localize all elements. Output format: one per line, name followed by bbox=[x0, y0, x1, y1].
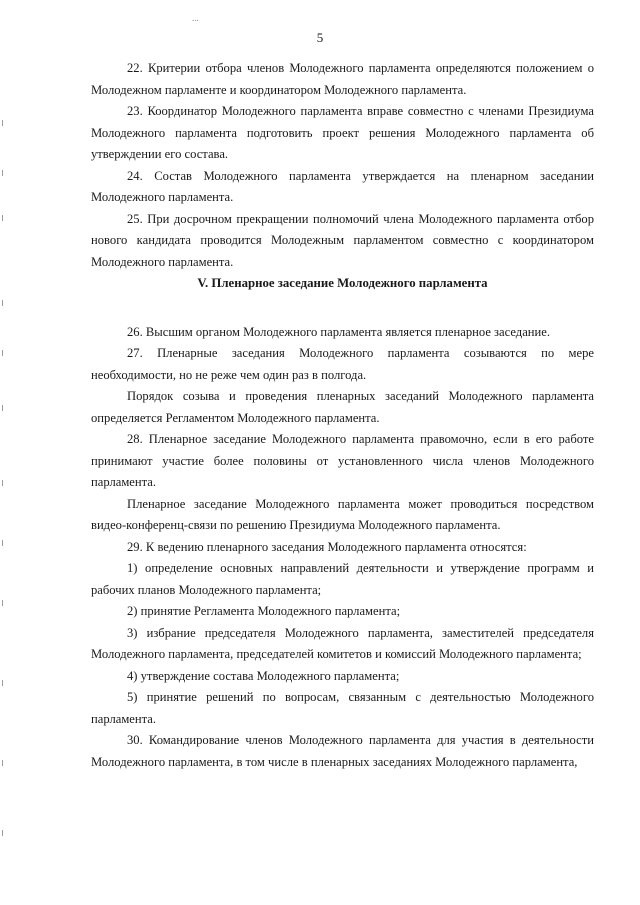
scan-edge-marks bbox=[0, 0, 8, 905]
paragraph-30: 30. Командирование членов Молодежного парламента для участия в деятельности Молодежного парламента, в том числе в пленарных заседаниях Молодежного парламента, bbox=[91, 733, 594, 769]
scan-artifact-marks: ... bbox=[192, 13, 199, 23]
paragraph-29: 29. К ведению пленарного заседания Молодежного парламента относятся: bbox=[127, 539, 527, 554]
list-item-2: 2) принятие Регламента Молодежного парламента; bbox=[127, 604, 401, 618]
paragraph-28-video-conference: Пленарное заседание Молодежного парламента может проводиться посредством видео-конференц-связи по решению Президиума Молодежного парламента. bbox=[91, 496, 594, 532]
list-item-5: 5) принятие решений по вопросам, связанным с деятельностью Молодежного парламента. bbox=[91, 690, 594, 726]
paragraph-25: 25. При досрочном прекращении полномочий члена Молодежного парламента отбор нового кандидата проводится Молодежным парламентом совместно с координатором Молодежного парламента. bbox=[91, 211, 594, 269]
paragraph-26: 26. Высшим органом Молодежного парламента является пленарное заседание. bbox=[127, 324, 550, 339]
document-body bbox=[91, 58, 594, 773]
list-item-1: 1) определение основных направлений деятельности и утверждение программ и рабочих планов Молодежного парламента; bbox=[91, 561, 594, 597]
paragraph-22: 22. Критерии отбора членов Молодежного парламента определяются положением о Молодежном парламенте и координатором Молодежного парламента. bbox=[91, 61, 594, 97]
paragraph-24: 24. Состав Молодежного парламента утверждается на пленарном заседании Молодежного парламента. bbox=[91, 168, 594, 204]
paragraph-27: 27. Пленарные заседания Молодежного парламента созываются по мере необходимости, но не реже чем один раз в полгода. bbox=[91, 346, 594, 382]
list-item-4: 4) утверждение состава Молодежного парламента; bbox=[127, 668, 400, 683]
paragraph-23: 23. Координатор Молодежного парламента вправе совместно с членами Президиума Молодежного парламента подготовить проект решения Молодежного парламента об утверждении его состава. bbox=[91, 104, 594, 161]
page-number: 5 bbox=[316, 30, 324, 45]
list-item-3: 3) избрание председателя Молодежного парламента, заместителей председателя Молодежного парламента, председателей комитетов и комиссий Молодежного парламента; bbox=[91, 625, 594, 661]
section-heading: V. Пленарное заседание Молодежного парламента bbox=[197, 276, 488, 290]
paragraph-27-convening-order: Порядок созыва и проведения пленарных заседаний Молодежного парламента определяется Регламентом Молодежного парламента. bbox=[91, 389, 594, 425]
paragraph-28: 28. Пленарное заседание Молодежного парламента правомочно, если в его работе принимают участие более половины от установленного числа членов Молодежного парламента. bbox=[91, 432, 594, 489]
